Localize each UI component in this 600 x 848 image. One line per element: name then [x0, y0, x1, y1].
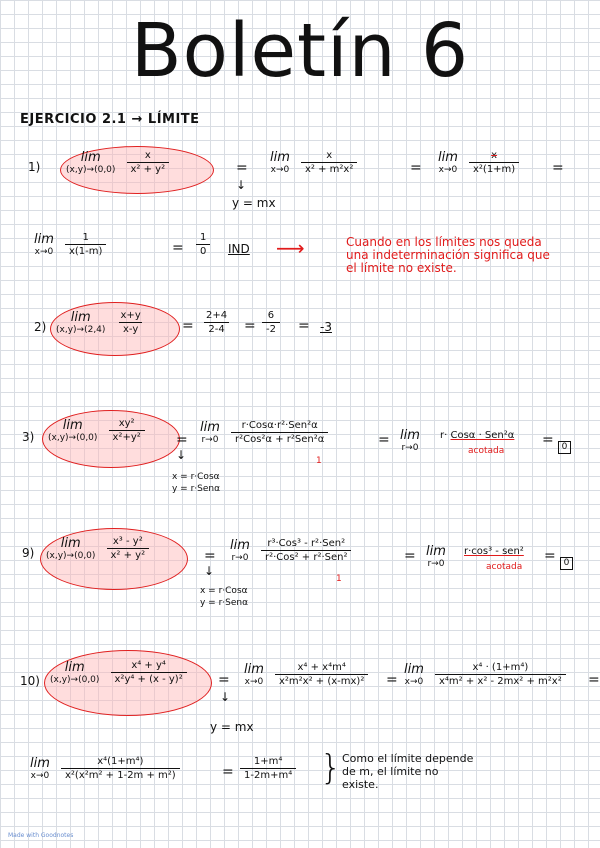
down-arrow-icon: ↓ — [236, 178, 247, 192]
limit-expression: lim x→0 $\frac{x}{\text{x²(1+m)}}$ — [438, 150, 519, 175]
brace-icon: } — [320, 748, 342, 788]
polar-substitution-y: y = r·Senα — [200, 598, 249, 608]
substitution: y = mx — [210, 720, 254, 734]
conclusion-note: Como el límite depende de m, el límite no existe. — [342, 752, 474, 791]
substitution: y = mx — [232, 196, 276, 210]
limit-expression: lim x→0 $\frac{\text{x⁴ + x⁴m⁴}}{\text{x²m²x² + (x-mx)²}}$ — [244, 662, 368, 687]
limit-expression: lim r→0 — [400, 428, 420, 453]
equals: = — [172, 240, 184, 256]
result-value: -3 — [320, 320, 332, 334]
exercise-number: 2) — [34, 320, 47, 334]
limit-expression: lim x→0 $\frac{\text{x⁴(1+m⁴)}}{\text{x²(x²m² + 1-2m + m²)}}$ — [30, 756, 180, 781]
equals: = — [218, 672, 230, 688]
down-arrow-icon: ↓ — [204, 564, 215, 578]
equals: = — [222, 764, 234, 780]
limit-expression: lim (x,y)→(0,0) $\frac{\text{xy²}}{\text{x²+y²}}$ — [48, 418, 145, 443]
fraction-result: $\frac{\text{1+m⁴}}{\text{1-2m+m⁴}}$ — [240, 756, 296, 781]
equals: = — [378, 432, 390, 448]
limit-expression: lim x→0 $\frac{1}{x(1-m)}$ — [34, 232, 106, 257]
equals: = — [588, 672, 600, 688]
result-value: 0 — [560, 550, 573, 570]
limit-expression: lim x→0 $\frac{\text{x⁴ · (1+m⁴)}}{\text{x⁴m² + x² - 2mx² + m²x²}}$ — [404, 662, 566, 687]
arrow-right-icon: ⟶ — [276, 236, 305, 260]
exercise-number: 1) — [28, 160, 41, 174]
simplification-mark: 1 — [336, 574, 342, 584]
limit-expression: lim r→0 $\frac{\text{r·Cosα·r²·Sen²α}}{\text{r²Cos²α + r²Sen²α}}$ — [200, 420, 328, 445]
simplification-mark: 1 — [316, 456, 322, 466]
equals: = — [236, 160, 248, 176]
bounded-term: r· Cosα · Sen²α — [440, 430, 515, 441]
fraction-step: $\frac{6}{-2}$ — [262, 310, 280, 335]
bounded-label: acotada — [468, 446, 505, 456]
footer-label: Made with Goodnotes — [8, 832, 74, 839]
bounded-term: r·cos³ - sen² — [464, 546, 524, 557]
polar-substitution-y: y = r·Senα — [172, 484, 221, 494]
equals: = — [176, 432, 188, 448]
fraction-step: $\frac{2+4}{2-4}$ — [206, 310, 228, 335]
page-title: Boletín 6 — [130, 8, 470, 94]
equals: = — [386, 672, 398, 688]
result-value: 0 — [558, 434, 571, 454]
equals: = — [204, 548, 216, 564]
equals: = — [542, 432, 554, 448]
polar-substitution-x: x = r·Cosα — [200, 586, 248, 596]
exercise-number: 9) — [22, 546, 35, 560]
explanation-note: Cuando en los límites nos queda una indeterminación significa que el límite no existe. — [346, 235, 550, 275]
limit-expression: lim x→0 $\frac{x}{\text{x² + m²x²}}$ — [270, 150, 357, 175]
fraction-result: $\frac{1}{0}$ — [196, 232, 210, 257]
bounded-label: acotada — [486, 562, 523, 572]
equals: = — [544, 548, 556, 564]
indeterminate-label: IND — [228, 242, 250, 256]
equals: = — [404, 548, 416, 564]
equals: = — [410, 160, 422, 176]
limit-expression: lim r→0 — [426, 544, 446, 569]
limit-expression: lim (x,y)→(0,0) $\frac{\text{x³ - y²}}{\text{x² + y²}}$ — [46, 536, 149, 561]
down-arrow-icon: ↓ — [176, 448, 187, 462]
equals: = — [182, 318, 194, 334]
limit-expression: lim (x,y)→(0,0) $\frac{\text{x⁴ + y⁴}}{\text{x²y⁴ + (x - y)²}}$ — [50, 660, 187, 685]
exercise-number: 10) — [20, 674, 40, 688]
limit-expression: lim r→0 $\frac{\text{r³·Cos³ - r²·Sen²}}{\text{r²·Cos² + r²·Sen²}}$ — [230, 538, 351, 563]
limit-expression: lim (x,y)→(0,0) $\frac{x}{\text{x² + y²}}$ — [66, 150, 169, 175]
limit-expression: lim (x,y)→(2,4) $\frac{x+y}{x-y}$ — [56, 310, 141, 335]
equals: = — [298, 318, 310, 334]
equals: = — [552, 160, 564, 176]
polar-substitution-x: x = r·Cosα — [172, 472, 220, 482]
exercise-heading: EJERCICIO 2.1 → LÍMITE — [20, 112, 200, 127]
exercise-number: 3) — [22, 430, 35, 444]
down-arrow-icon: ↓ — [220, 690, 231, 704]
equals: = — [244, 318, 256, 334]
